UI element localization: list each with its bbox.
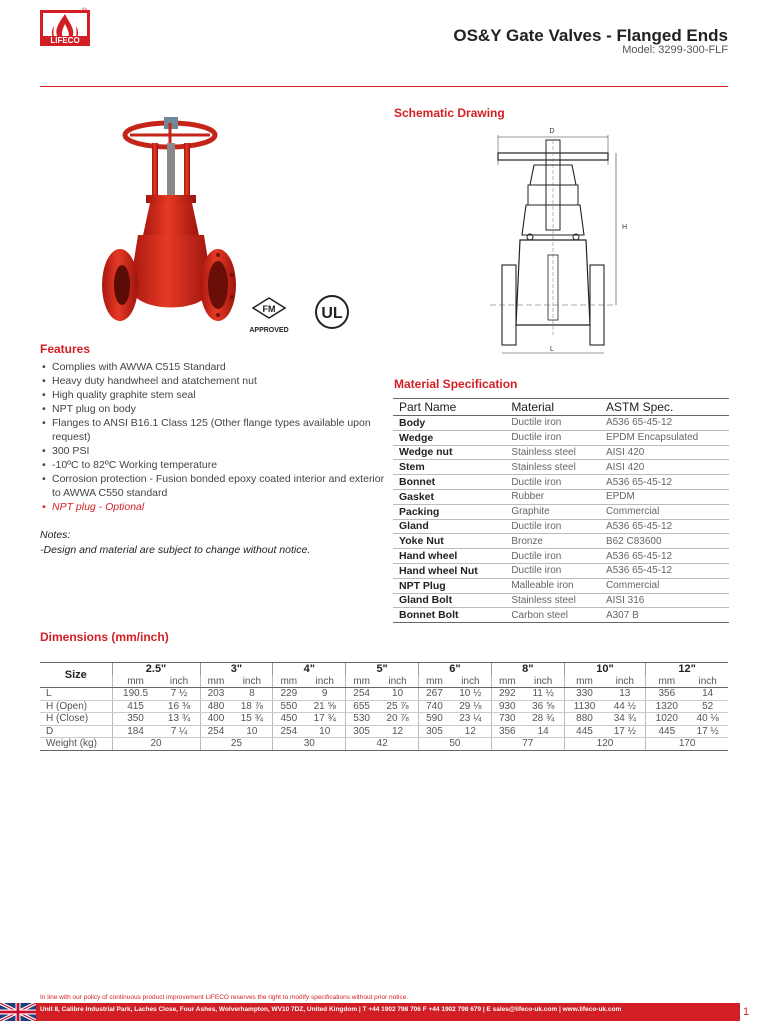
material-cell: Ductile iron xyxy=(505,563,600,578)
astm-cell: EPDM xyxy=(600,489,729,504)
table-row xyxy=(393,445,729,460)
material-cell: Bronze xyxy=(505,534,600,549)
size-col: 12" xyxy=(646,663,728,676)
value-inch: 36 ⅝ xyxy=(523,700,564,713)
unit-inch: inch xyxy=(231,675,272,688)
value-inch: 17 ½ xyxy=(687,725,728,738)
row-label: Weight (kg) xyxy=(40,738,112,751)
notes-text: -Design and material are subject to change without notice. xyxy=(40,544,311,556)
size-label: Size xyxy=(40,663,112,688)
value-inch: 8 xyxy=(231,688,272,701)
disclaimer-text: In line with our policy of continuous product improvement LIFECO reserves the right to modify specifications without prior notice. xyxy=(40,994,409,1001)
dimensions-heading: Dimensions (mm/inch) xyxy=(40,630,169,644)
feature-item: • Flanges to ANSI B16.1 Class 125 (Other flange types available upon request) xyxy=(40,416,385,444)
value-inch: 13 ¾ xyxy=(159,713,200,726)
weight-value: 170 xyxy=(646,738,728,751)
astm-cell: A307 B xyxy=(600,608,729,623)
table-row xyxy=(393,416,729,431)
feature-item: • High quality graphite stem seal xyxy=(40,388,385,402)
value-inch: 44 ½ xyxy=(604,700,645,713)
value-mm: 330 xyxy=(564,688,604,701)
astm-cell: Commercial xyxy=(600,578,729,593)
value-mm: 415 xyxy=(112,700,159,713)
table-row xyxy=(393,430,729,445)
table-row xyxy=(40,688,728,701)
value-inch: 10 ½ xyxy=(450,688,491,701)
table-row xyxy=(40,700,728,713)
value-mm: 880 xyxy=(564,713,604,726)
value-inch: 9 xyxy=(304,688,345,701)
astm-cell: EPDM Encapsulated xyxy=(600,430,729,445)
value-mm: 400 xyxy=(200,713,231,726)
material-cell: Stainless steel xyxy=(505,593,600,608)
svg-text:APPROVED: APPROVED xyxy=(249,327,289,334)
material-cell: Ductile iron xyxy=(505,519,600,534)
material-cell: Rubber xyxy=(505,489,600,504)
material-cell: Ductile iron xyxy=(505,549,600,564)
unit-mm: mm xyxy=(646,675,687,688)
value-mm: 730 xyxy=(491,713,522,726)
weight-row xyxy=(40,738,728,751)
feature-item: • Complies with AWWA C515 Standard xyxy=(40,360,385,374)
value-inch: 25 ⅞ xyxy=(377,700,418,713)
table-row xyxy=(393,578,729,593)
weight-value: 77 xyxy=(491,738,564,751)
fm-approved-icon xyxy=(249,298,288,334)
part-name: Yoke Nut xyxy=(393,534,505,549)
registered-mark: ® xyxy=(82,8,88,15)
value-inch: 12 xyxy=(450,725,491,738)
part-name: Gland Bolt xyxy=(393,593,505,608)
value-mm: 184 xyxy=(112,725,159,738)
unit-mm: mm xyxy=(273,675,304,688)
value-mm: 445 xyxy=(646,725,687,738)
table-row xyxy=(393,608,729,623)
unit-inch: inch xyxy=(604,675,645,688)
astm-cell: A536 65-45-12 xyxy=(600,416,729,431)
model-number: Model: 3299-300-FLF xyxy=(622,44,728,56)
value-inch: 14 xyxy=(687,688,728,701)
part-name: Bonnet xyxy=(393,475,505,490)
material-cell: Malleable iron xyxy=(505,578,600,593)
footer-address: Unit 8, Calibre Industrial Park, Laches Close, Four Ashes, Wolverhampton, WV10 7DZ, United Kingdom | T +44 1902 798 706 F +44 1902 798 679 | E sales@lifeco-uk.com | www.lifeco-uk.com xyxy=(40,1006,622,1013)
unit-mm: mm xyxy=(491,675,522,688)
col-part-name: Part Name xyxy=(393,399,505,416)
material-cell: Graphite xyxy=(505,504,600,519)
col-material: Material xyxy=(505,399,600,416)
material-cell: Carbon steel xyxy=(505,608,600,623)
value-inch: 34 ¾ xyxy=(604,713,645,726)
value-mm: 356 xyxy=(646,688,687,701)
value-inch: 10 xyxy=(304,725,345,738)
feature-item: • 300 PSI xyxy=(40,444,385,458)
value-inch: 11 ½ xyxy=(523,688,564,701)
weight-value: 25 xyxy=(200,738,273,751)
features-list xyxy=(40,360,385,514)
value-inch: 23 ¼ xyxy=(450,713,491,726)
dimension-l-label: L xyxy=(550,346,554,353)
value-mm: 450 xyxy=(273,713,304,726)
notes-block xyxy=(40,528,310,558)
weight-value: 50 xyxy=(419,738,492,751)
svg-text:FM: FM xyxy=(262,304,276,314)
value-mm: 930 xyxy=(491,700,522,713)
weight-value: 30 xyxy=(273,738,346,751)
value-mm: 229 xyxy=(273,688,304,701)
table-row xyxy=(393,460,729,475)
page-title: OS&Y Gate Valves - Flanged Ends xyxy=(453,26,728,45)
weight-value: 42 xyxy=(346,738,419,751)
part-name: Hand wheel xyxy=(393,549,505,564)
value-mm: 254 xyxy=(200,725,231,738)
table-row xyxy=(393,549,729,564)
table-row xyxy=(393,519,729,534)
part-name: Wedge nut xyxy=(393,445,505,460)
value-mm: 254 xyxy=(346,688,377,701)
size-header-row xyxy=(40,663,728,676)
value-mm: 356 xyxy=(491,725,522,738)
unit-inch: inch xyxy=(377,675,418,688)
unit-mm: mm xyxy=(564,675,604,688)
dimension-h-label: H xyxy=(622,224,628,231)
value-mm: 1320 xyxy=(646,700,687,713)
feature-item: • Corrosion protection - Fusion bonded epoxy coated interior and exterior to AWWA C550 standard xyxy=(40,472,385,500)
value-inch: 14 xyxy=(523,725,564,738)
part-name: Gasket xyxy=(393,489,505,504)
table-row xyxy=(40,713,728,726)
size-col: 2.5" xyxy=(112,663,200,676)
value-inch: 12 xyxy=(377,725,418,738)
material-cell: Ductile iron xyxy=(505,430,600,445)
part-name: Hand wheel Nut xyxy=(393,563,505,578)
value-inch: 28 ¾ xyxy=(523,713,564,726)
value-inch: 17 ½ xyxy=(604,725,645,738)
unit-inch: inch xyxy=(687,675,728,688)
material-cell: Ductile iron xyxy=(505,416,600,431)
value-inch: 29 ⅛ xyxy=(450,700,491,713)
svg-text:UL: UL xyxy=(321,305,343,322)
feature-item: • Heavy duty handwheel and atatchement nut xyxy=(40,374,385,388)
part-name: Stem xyxy=(393,460,505,475)
value-mm: 292 xyxy=(491,688,522,701)
value-mm: 305 xyxy=(419,725,450,738)
dimensions-table xyxy=(40,662,728,751)
value-inch: 7 ½ xyxy=(159,688,200,701)
weight-value: 120 xyxy=(564,738,646,751)
astm-cell: AISI 316 xyxy=(600,593,729,608)
schematic-heading: Schematic Drawing xyxy=(394,106,505,120)
unit-inch: inch xyxy=(159,675,200,688)
value-mm: 480 xyxy=(200,700,231,713)
table-row xyxy=(393,534,729,549)
value-inch: 52 xyxy=(687,700,728,713)
value-inch: 21 ⅝ xyxy=(304,700,345,713)
value-inch: 20 ⅞ xyxy=(377,713,418,726)
table-row xyxy=(40,725,728,738)
value-inch: 13 xyxy=(604,688,645,701)
size-col: 10" xyxy=(564,663,646,676)
value-mm: 190.5 xyxy=(112,688,159,701)
value-mm: 203 xyxy=(200,688,231,701)
row-label: L xyxy=(40,688,112,701)
value-inch: 10 xyxy=(377,688,418,701)
value-inch: 16 ⅜ xyxy=(159,700,200,713)
dimension-d-label: D xyxy=(549,128,555,135)
feature-item: • NPT plug on body xyxy=(40,402,385,416)
value-mm: 590 xyxy=(419,713,450,726)
table-row xyxy=(393,593,729,608)
feature-item-optional: • NPT plug - Optional xyxy=(40,500,385,514)
value-mm: 740 xyxy=(419,700,450,713)
unit-mm: mm xyxy=(200,675,231,688)
material-cell: Stainless steel xyxy=(505,445,600,460)
material-cell: Stainless steel xyxy=(505,460,600,475)
weight-value: 20 xyxy=(112,738,200,751)
value-inch: 18 ⅞ xyxy=(231,700,272,713)
row-label: H (Close) xyxy=(40,713,112,726)
notes-label: Notes: xyxy=(40,529,71,541)
certification-badges xyxy=(245,292,365,340)
material-spec-table xyxy=(393,398,729,623)
value-mm: 1020 xyxy=(646,713,687,726)
astm-cell: AISI 420 xyxy=(600,445,729,460)
feature-item: • -10ºC to 82ºC Working temperature xyxy=(40,458,385,472)
size-col: 8" xyxy=(491,663,564,676)
row-label: H (Open) xyxy=(40,700,112,713)
astm-cell: A536 65-45-12 xyxy=(600,519,729,534)
unit-inch: inch xyxy=(304,675,345,688)
value-mm: 305 xyxy=(346,725,377,738)
value-mm: 655 xyxy=(346,700,377,713)
ul-listed-icon xyxy=(316,296,348,328)
value-inch: 15 ¾ xyxy=(231,713,272,726)
astm-cell: B62 C83600 xyxy=(600,534,729,549)
dimensions-body xyxy=(40,688,728,751)
part-name: Body xyxy=(393,416,505,431)
astm-cell: A536 65-45-12 xyxy=(600,475,729,490)
table-header-row xyxy=(393,399,729,416)
material-heading: Material Specification xyxy=(394,377,518,391)
value-inch: 7 ¼ xyxy=(159,725,200,738)
unit-inch: inch xyxy=(523,675,564,688)
value-mm: 550 xyxy=(273,700,304,713)
value-mm: 1130 xyxy=(564,700,604,713)
value-inch: 17 ¾ xyxy=(304,713,345,726)
value-mm: 254 xyxy=(273,725,304,738)
uk-flag-icon xyxy=(0,1003,36,1021)
table-row xyxy=(393,563,729,578)
value-inch: 40 ⅛ xyxy=(687,713,728,726)
unit-mm: mm xyxy=(112,675,159,688)
part-name: Packing xyxy=(393,504,505,519)
astm-cell: Commercial xyxy=(600,504,729,519)
table-row xyxy=(393,489,729,504)
table-row xyxy=(393,504,729,519)
material-cell: Ductile iron xyxy=(505,475,600,490)
astm-cell: A536 65-45-12 xyxy=(600,563,729,578)
unit-mm: mm xyxy=(346,675,377,688)
size-col: 6" xyxy=(419,663,492,676)
col-astm-spec: ASTM Spec. xyxy=(600,399,729,416)
features-heading: Features xyxy=(40,342,91,356)
page-number: 1 xyxy=(743,1006,750,1018)
size-col: 4" xyxy=(273,663,346,676)
value-mm: 445 xyxy=(564,725,604,738)
part-name: Gland xyxy=(393,519,505,534)
astm-cell: A536 65-45-12 xyxy=(600,549,729,564)
size-col: 3" xyxy=(200,663,273,676)
astm-cell: AISI 420 xyxy=(600,460,729,475)
size-col: 5" xyxy=(346,663,419,676)
value-mm: 530 xyxy=(346,713,377,726)
unit-inch: inch xyxy=(450,675,491,688)
gate-valve-image xyxy=(100,115,250,340)
part-name: Bonnet Bolt xyxy=(393,608,505,623)
unit-header-row xyxy=(40,675,728,688)
value-mm: 267 xyxy=(419,688,450,701)
value-mm: 350 xyxy=(112,713,159,726)
header-divider xyxy=(40,86,728,87)
table-row xyxy=(393,475,729,490)
part-name: Wedge xyxy=(393,430,505,445)
part-name: NPT Plug xyxy=(393,578,505,593)
row-label: D xyxy=(40,725,112,738)
unit-mm: mm xyxy=(419,675,450,688)
brand-wordmark: LIFECO xyxy=(40,36,90,46)
value-inch: 10 xyxy=(231,725,272,738)
schematic-drawing xyxy=(490,125,630,360)
